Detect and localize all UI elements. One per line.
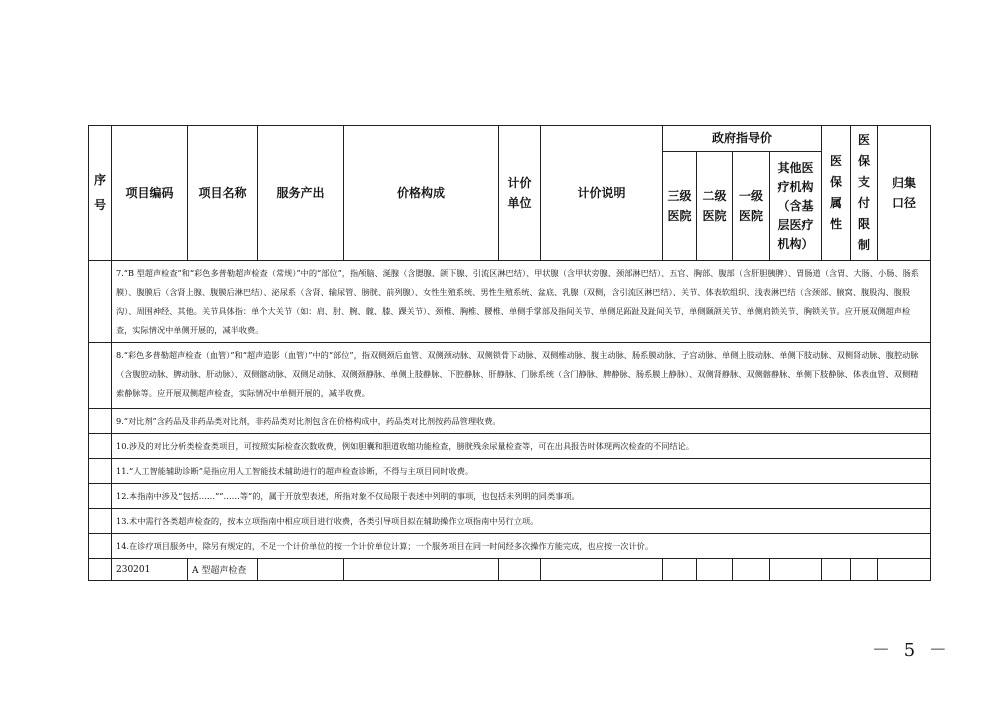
header-service-output: 服务产出 — [258, 126, 344, 261]
note-12: 12.本指南中涉及“包括……”“……等”的，属于开放型表述，所指对象不仅局限于表述中列明的事项，也包括未列明的同类事项。 — [112, 484, 931, 509]
header-insurance-limit: 医保支付限制 — [851, 126, 878, 261]
note-seq-cell — [89, 534, 112, 559]
note-seq-cell — [89, 459, 112, 484]
note-14: 14.在诊疗项目服务中，除另有规定的，不足一个计价单位的按一个计价单位计算；一个服务项目在同一时间经多次操作方能完成，也应按一次计价。 — [112, 534, 931, 559]
row-service-output — [258, 559, 344, 581]
note-10: 10.涉及的对比分析类检查类项目，可按照实际检查次数收费，例如胆囊和胆道收缩功能检查，膀胱残余尿量检查等，可在出具报告时体现两次检查的不同结论。 — [112, 434, 931, 459]
header-pricing-explanation: 计价说明 — [541, 126, 663, 261]
note-seq-cell — [89, 343, 112, 409]
row-item-code: 230201 — [112, 559, 188, 581]
header-item-code: 项目编码 — [112, 126, 188, 261]
pricing-table — [88, 125, 931, 581]
table-row — [89, 559, 931, 581]
note-seq-cell — [89, 509, 112, 534]
row-tier3-price — [663, 559, 697, 581]
row-insurance-limit — [851, 559, 878, 581]
note-seq-cell — [89, 409, 112, 434]
row-pricing-unit — [499, 559, 541, 581]
header-other-institutions: 其他医疗机构（含基层医疗机构） — [770, 152, 822, 261]
header-tier1-hospital: 一级医院 — [733, 152, 770, 261]
row-pricing-explanation — [541, 559, 663, 581]
row-tier1-price — [733, 559, 770, 581]
row-insurance-attribute — [822, 559, 851, 581]
page-number: － 5 － — [872, 640, 951, 661]
row-seq — [89, 559, 112, 581]
note-seq-cell — [89, 484, 112, 509]
header-seq: 序号 — [89, 126, 112, 261]
row-other-price — [770, 559, 822, 581]
note-9: 9.“对比剂”含药品及非药品类对比剂，非药品类对比剂包含在价格构成中，药品类对比剂按药品管理收费。 — [112, 409, 931, 434]
note-seq-cell — [89, 434, 112, 459]
note-seq-cell — [89, 261, 112, 343]
row-item-name: A 型超声检查 — [188, 559, 258, 581]
header-tier2-hospital: 二级医院 — [697, 152, 733, 261]
header-gov-guided-price: 政府指导价 — [663, 126, 822, 152]
header-insurance-attribute: 医保属性 — [822, 126, 851, 261]
row-tier2-price — [697, 559, 733, 581]
note-13: 13.术中需行各类超声检查的，按本立项指南中相应项目进行收费，各类引导项目拟在辅助操作立项指南中另行立项。 — [112, 509, 931, 534]
header-price-composition: 价格构成 — [344, 126, 499, 261]
note-7: 7.“B 型超声检查”和“彩色多普勒超声检查（常规）”中的“部位”，指颅脑、涎腺（含腮腺、颌下腺、引流区淋巴结）、甲状腺（含甲状旁腺、颈部淋巴结）、五官、胸部、腹部（含肝胆胰脾）、胃肠道（含胃、大肠、小肠、肠系膜）、腹膜后（含肾上腺、腹膜后淋巴结）、泌尿系（含肾、输尿管、膀胱、前列腺）、女性生殖系统、男性生殖系统、盆底、乳腺（双侧，含引流区淋巴结）、关节、体表软组织、浅表淋巴结（含颈部、腋窝、腹股沟、腹股沟）、周围神经、其他。关节具体指：单个大关节（如：肩、肘、腕、髋、膝、踝关节）、颈椎、胸椎、腰椎、单侧手掌部及指间关节、单侧足跖趾及趾间关节、单侧颞颌关节、单侧肩锁关节、胸锁关节。应开展双侧超声检查，实际情况中单侧开展的，减半收费。 — [112, 261, 931, 343]
header-category: 归集口径 — [878, 126, 931, 261]
header-tier3-hospital: 三级医院 — [663, 152, 697, 261]
header-pricing-unit: 计价单位 — [499, 126, 541, 261]
row-category — [878, 559, 931, 581]
note-11: 11.“人工智能辅助诊断”是指应用人工智能技术辅助进行的超声检查诊断，不得与主项目同时收费。 — [112, 459, 931, 484]
note-8: 8.“彩色多普勒超声检查（血管）”和“超声造影（血管）”中的“部位”，指双侧颈后血管、双侧颈动脉、双侧锁骨下动脉、双侧椎动脉、腹主动脉、肠系膜动脉、子宫动脉、单侧上肢动脉、单侧下肢动脉、双侧肾动脉、腹腔动脉（含腹腔动脉、脾动脉、肝动脉）、双侧髂动脉、双侧足动脉、双侧颈静脉、单侧上肢静脉、下腔静脉、肝静脉、门脉系统（含门静脉、脾静脉、肠系膜上静脉）、双侧肾静脉、双侧髂静脉、单侧下肢静脉、体表血管、双侧精索静脉等。应开展双侧超声检查，实际情况中单侧开展的，减半收费。 — [112, 343, 931, 409]
row-price-composition — [344, 559, 499, 581]
header-item-name: 项目名称 — [188, 126, 258, 261]
